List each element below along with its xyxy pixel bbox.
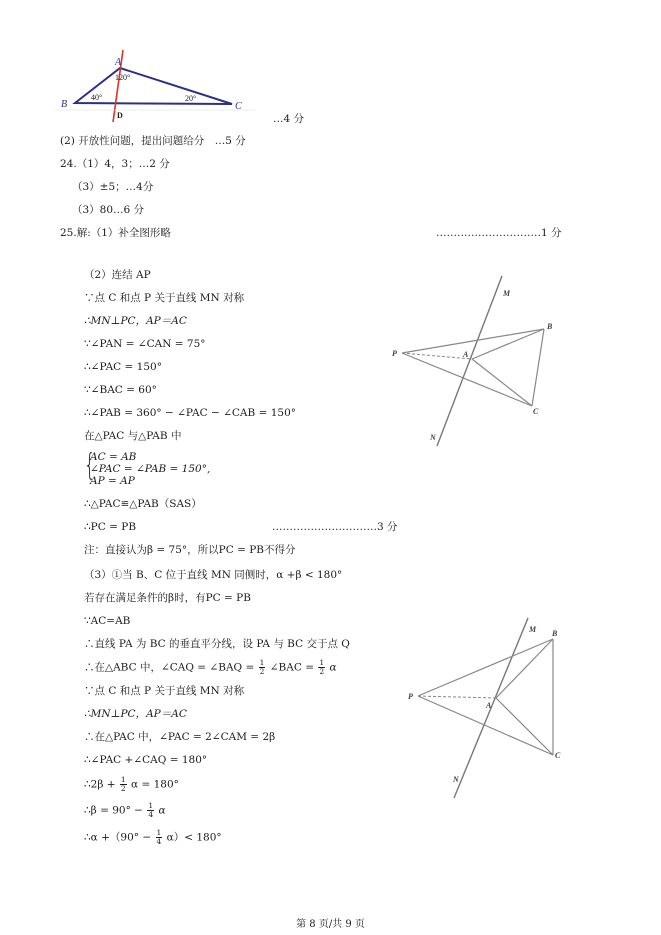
line-25: 25.解:（1）补全图形略 bbox=[60, 227, 171, 239]
label-a: A bbox=[115, 57, 122, 68]
score-25-3: …………………………3 分 bbox=[272, 521, 398, 533]
system-line-1: AC = AB bbox=[90, 451, 137, 463]
step-cab-half bbox=[84, 659, 337, 676]
step-angle-pac: ∴∠PAC = 150° bbox=[84, 361, 162, 373]
fig2-p: P bbox=[392, 349, 397, 358]
fig3-a: A bbox=[486, 701, 492, 710]
seg-pb-3 bbox=[418, 639, 553, 696]
ineq-text-2: α）< 180° bbox=[166, 831, 222, 844]
step-angle-pan: ∵∠PAN = ∠CAN = 75° bbox=[84, 338, 206, 350]
page-footer: 第 8 页/共 9 页 bbox=[296, 919, 365, 930]
step-in-triangles: 在△PAC 与△PAB 中 bbox=[84, 430, 182, 442]
fig2-n: N bbox=[430, 433, 436, 442]
fig3-n: N bbox=[453, 775, 459, 784]
step-perpendicular-2: ∴MN⊥PC，AP＝AC bbox=[84, 708, 187, 720]
line-24-1: 24.（1）4，3；…2 分 bbox=[60, 158, 170, 170]
line-mn bbox=[437, 276, 502, 446]
step-alpha-ineq bbox=[84, 829, 222, 846]
label-d: D bbox=[117, 111, 123, 120]
seg-ab-3 bbox=[496, 639, 553, 698]
line-24-3b: （3）80…6 分 bbox=[72, 204, 145, 216]
step-pc-pb: ∴PC = PB bbox=[84, 521, 137, 533]
seg-ac bbox=[472, 359, 532, 406]
seg-pc bbox=[402, 353, 532, 406]
seg-ab bbox=[472, 329, 544, 359]
figure-2 bbox=[388, 272, 568, 452]
step-ac-ab: ∵AC=AB bbox=[84, 615, 131, 627]
line-24-3a: （3）±5；…4分 bbox=[72, 181, 154, 193]
system-line-2: ∠PAC = ∠PAB = 150°, bbox=[90, 463, 211, 475]
step-congruent: ∴△PAC≌△PAB（SAS） bbox=[84, 498, 202, 510]
angle-a: 120° bbox=[115, 73, 131, 82]
frac-half-1: $\frac{1}{2}$ bbox=[259, 658, 265, 676]
label-b: B bbox=[61, 99, 68, 110]
figure-3 bbox=[398, 614, 578, 804]
fig2-c: C bbox=[533, 407, 539, 416]
eq-beta-alpha: α bbox=[158, 804, 166, 817]
frac-half-3: $\frac{1}{2}$ bbox=[120, 775, 126, 793]
fig2-b: B bbox=[547, 322, 553, 331]
label-c: C bbox=[235, 101, 242, 112]
eq-2beta-text-2: α = 180° bbox=[131, 778, 179, 791]
note-line: 注：直接认为β = 75°，所以PC = PB不得分 bbox=[84, 544, 296, 556]
step-symmetric-2: ∵点 C 和点 P 关于直线 MN 对称 bbox=[84, 685, 245, 697]
angle-b: 40° bbox=[91, 93, 103, 102]
step-3-case1: （3）①当 B、C 位于直线 MN 同侧时，α +β < 180° bbox=[84, 569, 343, 581]
seg-pa-3 bbox=[418, 696, 496, 698]
cab-half-text-2: ∠BAC = bbox=[269, 661, 315, 674]
step-2beta-eq bbox=[84, 776, 179, 793]
fig3-c: C bbox=[555, 751, 561, 760]
fig2-a: A bbox=[463, 350, 469, 359]
step-beta-eq bbox=[84, 802, 166, 819]
alpha-symbol: α bbox=[329, 661, 337, 674]
seg-pa bbox=[402, 353, 472, 359]
line-2: (2) 开放性问题，提出问题给分 …5 分 bbox=[60, 135, 246, 147]
fig3-p: P bbox=[408, 692, 413, 701]
seg-pb bbox=[402, 329, 544, 353]
triangle-figure bbox=[55, 48, 255, 123]
fig3-b: B bbox=[552, 629, 558, 638]
step-angle-bac: ∵∠BAC = 60° bbox=[84, 384, 157, 396]
frac-quarter-1: $\frac{1}{4}$ bbox=[148, 801, 154, 819]
angle-c: 20° bbox=[185, 94, 197, 103]
fig3-m: M bbox=[529, 625, 537, 634]
step-if-exists: 若存在满足条件的β时，有PC = PB bbox=[84, 592, 251, 604]
step-perp-bisector: ∴直线 PA 为 BC 的垂直平分线，设 PA 与 BC 交于点 Q bbox=[84, 638, 350, 650]
brace-symbol: { bbox=[84, 448, 96, 483]
seg-bc bbox=[532, 329, 544, 406]
eq-2beta-text: ∴2β + bbox=[84, 778, 116, 791]
cab-half-text: ∴在△ABC 中，∠CAQ = ∠BAQ = bbox=[84, 661, 255, 674]
step-pac-2beta: ∴在△PAC 中，∠PAC = 2∠CAM = 2β bbox=[84, 731, 276, 743]
step-connect-ap: （2）连结 AP bbox=[84, 269, 151, 281]
frac-quarter-2: $\frac{1}{4}$ bbox=[156, 828, 162, 846]
seg-ac-3 bbox=[496, 698, 553, 755]
score-line-1: …4 分 bbox=[273, 113, 305, 125]
step-pac-caq-sum: ∴∠PAC +∠CAQ = 180° bbox=[84, 754, 208, 766]
fig2-m: M bbox=[503, 289, 511, 298]
step-angle-pab: ∴∠PAB = 360° − ∠PAC − ∠CAB = 150° bbox=[84, 407, 296, 419]
frac-half-2: $\frac{1}{2}$ bbox=[319, 658, 325, 676]
score-25-1: …………………………1 分 bbox=[436, 227, 562, 239]
step-symmetric: ∵点 C 和点 P 关于直线 MN 对称 bbox=[84, 292, 245, 304]
ineq-text: ∴α +（90° − bbox=[84, 831, 152, 844]
eq-beta-text: ∴β = 90° − bbox=[84, 804, 143, 817]
system-line-3: AP = AP bbox=[90, 475, 135, 487]
step-perpendicular: ∴MN⊥PC，AP＝AC bbox=[84, 315, 187, 327]
